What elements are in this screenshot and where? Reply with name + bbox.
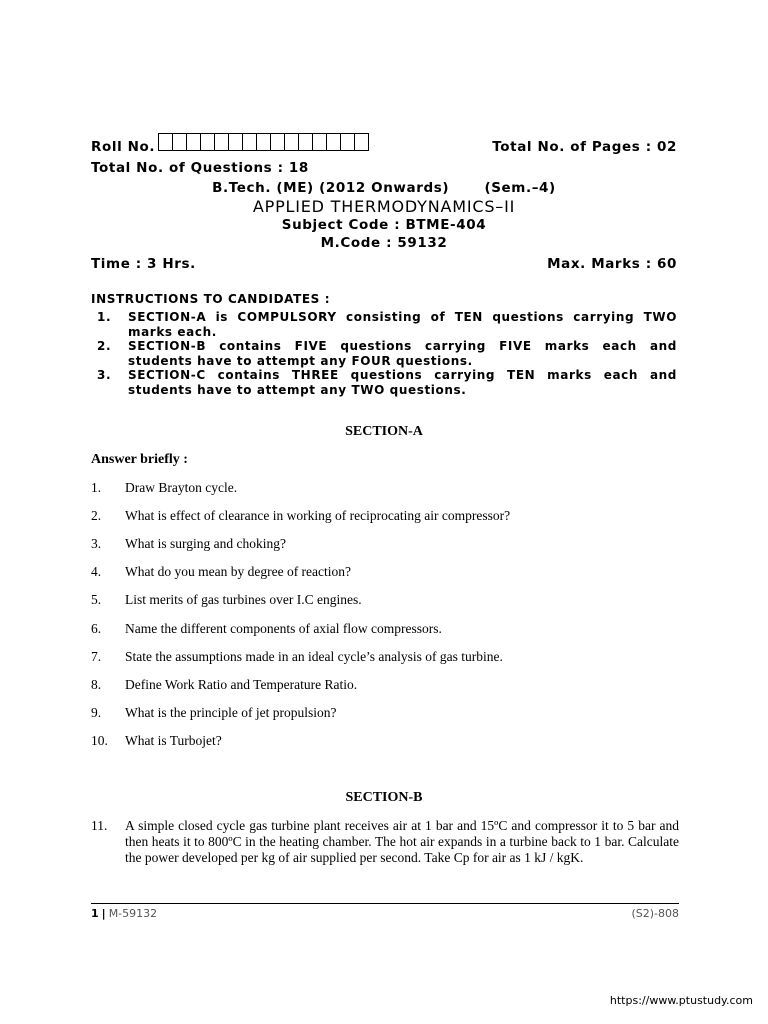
question-number: 9. [91, 705, 102, 720]
semester: (Sem.–4) [484, 180, 556, 196]
roll-number-box [354, 133, 369, 151]
roll-number-row [91, 133, 677, 155]
instruction-text: SECTION-C contains THREE questions carrying TEN marks each and students have to attempt any TWO questions. [128, 368, 677, 397]
roll-number-box [284, 133, 299, 151]
roll-number-box [326, 133, 341, 151]
roll-number-box [242, 133, 257, 151]
roll-number-box [200, 133, 215, 151]
question-number: 8. [91, 677, 102, 692]
roll-number-box [158, 133, 173, 151]
question-text: What is the principle of jet propulsion? [125, 705, 337, 720]
m-code: M.Code : 59132 [320, 235, 448, 251]
roll-number-box [270, 133, 285, 151]
instruction-item [97, 339, 677, 368]
question-text: What is effect of clearance in working of reciprocating air compressor? [125, 508, 511, 523]
instructions-heading: INSTRUCTIONS TO CANDIDATES : [91, 292, 331, 306]
time-marks-row [91, 256, 677, 272]
instruction-text: SECTION-A is COMPULSORY consisting of TEN questions carrying TWO marks each. [128, 310, 677, 339]
question-number: 10. [91, 733, 108, 748]
question-number: 6. [91, 621, 102, 636]
footer-serial: (S2)-808 [631, 907, 679, 920]
total-questions: Total No. of Questions : 18 [91, 160, 309, 176]
question-number: 7. [91, 649, 102, 664]
max-marks: Max. Marks : 60 [547, 256, 677, 272]
question-number: 3. [91, 536, 102, 551]
instruction-item [97, 368, 677, 397]
roll-number-box [186, 133, 201, 151]
page-footer [91, 903, 679, 920]
question-text: What is Turbojet? [125, 733, 222, 748]
answer-briefly-label: Answer briefly : [91, 452, 188, 467]
instruction-text: SECTION-B contains FIVE questions carrying FIVE marks each and students have to attempt any FOUR questions. [128, 339, 677, 368]
instruction-number: 2. [97, 339, 112, 353]
roll-number-box [298, 133, 313, 151]
section-a-title: SECTION-A [345, 424, 423, 439]
programme-line [0, 180, 768, 196]
roll-number-box [228, 133, 243, 151]
roll-number-boxes [159, 133, 369, 151]
question-number: 2. [91, 508, 102, 523]
question-text: State the assumptions made in an ideal cycle’s analysis of gas turbine. [125, 649, 503, 664]
question-number: 11. [91, 818, 108, 833]
roll-number-box [312, 133, 327, 151]
question-text: Name the different components of axial flow compressors. [125, 621, 442, 636]
question-number: 5. [91, 592, 102, 607]
subject-code: Subject Code : BTME-404 [281, 217, 487, 233]
subject-title: APPLIED THERMODYNAMICS–II [252, 197, 516, 216]
question-item [91, 818, 679, 866]
question-text: Define Work Ratio and Temperature Ratio. [125, 677, 358, 692]
question-text: A simple closed cycle gas turbine plant receives air at 1 bar and 15ºC and compressor it to 5 bar and then heats it to 800ºC in the heating chamber. The hot air expands in a turbine back to 1 bar. Calculate the power developed per kg of air supplied per second. Take Cp for air as 1 kJ / kgK. [125, 818, 679, 865]
footer-reference: M-59132 [108, 907, 158, 920]
watermark-url: https://www.ptustudy.com [609, 994, 753, 1007]
programme: B.Tech. (ME) (2012 Onwards) [212, 180, 450, 196]
instruction-item [97, 310, 677, 339]
instruction-number: 1. [97, 310, 112, 324]
question-text: List merits of gas turbines over I.C engines. [125, 592, 362, 607]
roll-number-label: Roll No. [91, 139, 156, 155]
roll-number-box [340, 133, 355, 151]
roll-number-box [256, 133, 271, 151]
page-number: 1 [91, 907, 99, 920]
section-b-title: SECTION-B [345, 790, 423, 805]
footer-separator: | [101, 907, 106, 920]
question-text: Draw Brayton cycle. [125, 480, 238, 495]
roll-number-box [172, 133, 187, 151]
time-allowed: Time : 3 Hrs. [91, 256, 196, 272]
question-number: 1. [91, 480, 102, 495]
instruction-number: 3. [97, 368, 112, 382]
question-text: What do you mean by degree of reaction? [125, 564, 352, 579]
question-number: 4. [91, 564, 102, 579]
question-text: What is surging and choking? [125, 536, 286, 551]
roll-number-box [214, 133, 229, 151]
total-pages: Total No. of Pages : 02 [492, 139, 677, 155]
